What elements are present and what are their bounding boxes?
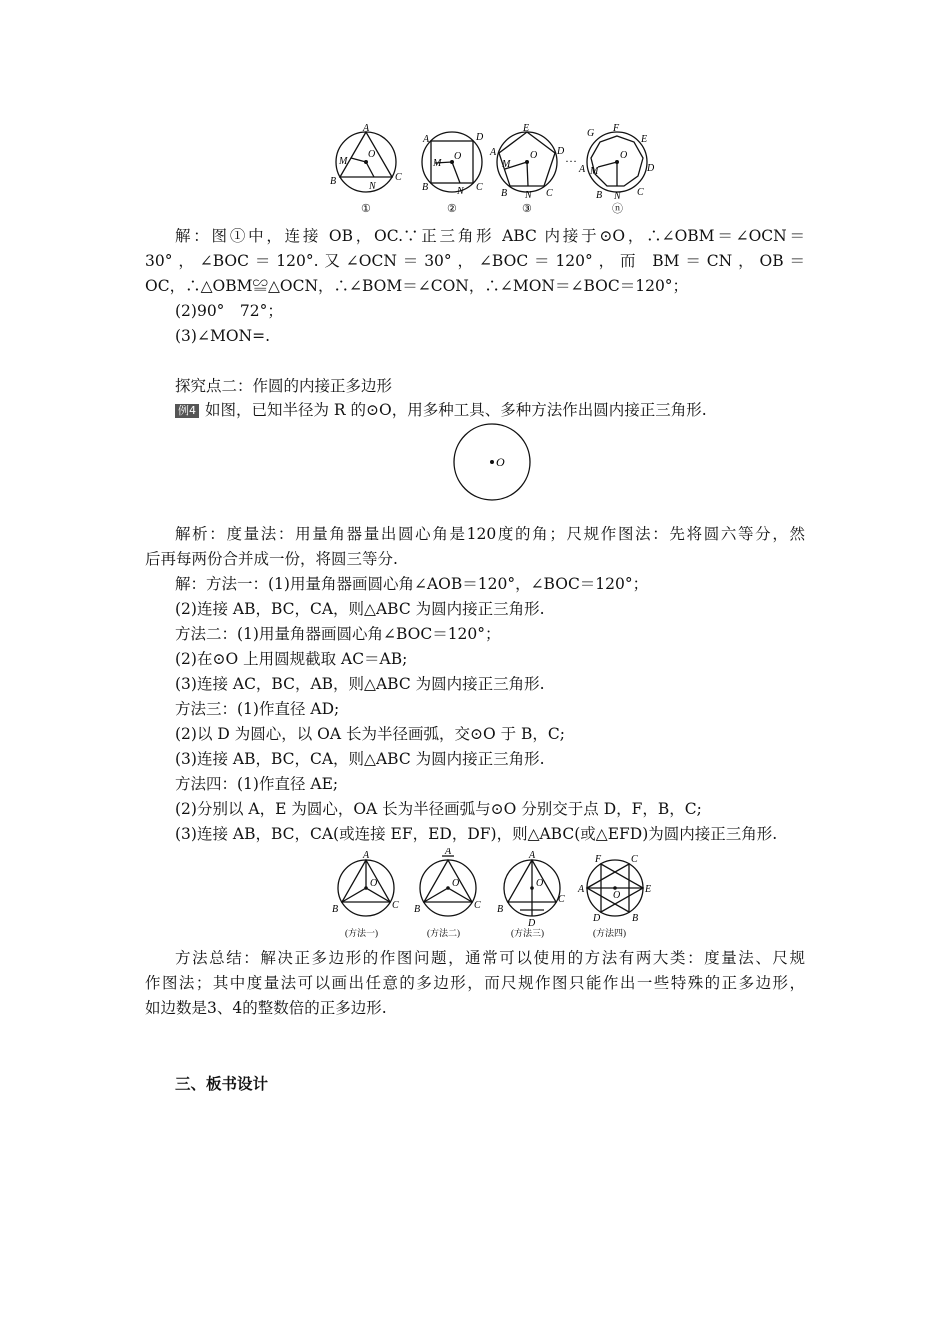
fn-label-A: A bbox=[579, 164, 586, 175]
figure-methods bbox=[325, 848, 665, 940]
m3-label-O: O bbox=[536, 878, 544, 889]
figure-circle-o bbox=[450, 420, 535, 505]
analysis-line-1: 解析：度量法：用量角器量出圆心角是120度的角；尺规作图法：先将圆六等分，然 bbox=[175, 525, 805, 543]
fn-label-C: C bbox=[637, 187, 644, 198]
fn-label-G: G bbox=[587, 128, 595, 139]
summary-line-3: 如边数是3、4的整数倍的正多边形. bbox=[145, 999, 387, 1017]
f2-label-M: M bbox=[433, 158, 442, 169]
f2-label-O: O bbox=[454, 151, 462, 162]
m4-label-C: C bbox=[631, 854, 638, 865]
f1-caption: ① bbox=[361, 203, 371, 215]
section2-title: 探究点二：作圆的内接正多边形 bbox=[175, 377, 393, 395]
example-4 bbox=[175, 398, 707, 422]
example-text: 如图，已知半径为 R 的⊙O，用多种工具、多种方法作出圆内接正三角形. bbox=[205, 401, 707, 419]
solution2-line-9: 方法四：(1)作直径 AE; bbox=[175, 775, 339, 793]
solution1-line-1: 解：图①中，连接 OB，OC.∵正三角形 ABC 内接于⊙O，∴∠OBM＝∠OCN＝ bbox=[175, 227, 805, 245]
m2-label-A: A bbox=[445, 848, 452, 857]
m2-label-B: B bbox=[414, 904, 421, 915]
m3-label-B: B bbox=[497, 904, 504, 915]
fn-label-O: O bbox=[620, 150, 628, 161]
solution1-line-5: (3)∠MON=. bbox=[175, 327, 270, 345]
f3-label-E: E bbox=[523, 123, 530, 134]
section3-title: 三、板书设计 bbox=[175, 1074, 269, 1093]
f2-label-D: D bbox=[476, 132, 484, 143]
f2-label-C: C bbox=[476, 182, 483, 193]
summary-line-2: 作图法；其中度量法可以画出任意的多边形，而尺规作图只能作出一些特殊的正多边形， bbox=[145, 974, 805, 992]
f1-label-O: O bbox=[368, 149, 376, 160]
m3-caption: (方法三) bbox=[511, 928, 544, 938]
solution1-line-4: (2)90° 72°； bbox=[175, 302, 283, 320]
m4-label-D: D bbox=[593, 913, 601, 924]
m4-label-F: F bbox=[595, 854, 602, 865]
solution2-line-11: (3)连接 AB，BC，CA(或连接 EF，ED，DF)，则△ABC(或△EFD)为圆内接正三角形. bbox=[175, 825, 778, 843]
f3-label-D: D bbox=[557, 146, 565, 157]
f3-label-M: M bbox=[502, 159, 511, 170]
m4-caption: (方法四) bbox=[593, 928, 626, 938]
f3-label-B: B bbox=[501, 188, 508, 199]
fn-label-M: M bbox=[590, 166, 599, 177]
f2-label-A: A bbox=[423, 134, 430, 145]
solution2-line-7: (2)以 D 为圆心，以 OA 长为半径画弧，交⊙O 于 B，C; bbox=[175, 725, 566, 743]
m3-label-C: C bbox=[558, 894, 565, 905]
fn-caption: ⓝ bbox=[612, 203, 623, 215]
solution1-line-3: OC，∴△OBM≌△OCN，∴∠BOM＝∠CON，∴∠MON＝∠BOC＝120°； bbox=[145, 277, 689, 295]
figure-inscribed-polygons bbox=[325, 122, 665, 217]
f3-label-N: N bbox=[525, 190, 532, 201]
solution2-line-8: (3)连接 AB，BC，CA，则△ABC 为圆内接正三角形. bbox=[175, 750, 545, 768]
fn-label-F: F bbox=[613, 123, 620, 134]
m3-label-D: D bbox=[528, 918, 536, 929]
m1-label-B: B bbox=[332, 904, 339, 915]
analysis-line-2: 后再每两份合并成一份，将圆三等分. bbox=[145, 550, 398, 568]
m2-label-C: C bbox=[474, 900, 481, 911]
m2-caption: (方法二) bbox=[427, 928, 460, 938]
solution2-line-10: (2)分别以 A，E 为圆心，OA 长为半径画弧与⊙O 分别交于点 D，F，B，C; bbox=[175, 800, 702, 818]
m4-label-E: E bbox=[645, 884, 652, 895]
solution2-line-6: 方法三：(1)作直径 AD; bbox=[175, 700, 340, 718]
f3-caption: ③ bbox=[522, 203, 532, 215]
m4-label-A: A bbox=[578, 884, 585, 895]
solution1-line-2: 30°，∠BOC＝120°.又∠OCN＝30°，∠BOC＝120°，而 BM＝CN，OB＝ bbox=[145, 252, 805, 270]
f1-label-C: C bbox=[395, 172, 402, 183]
solution2-line-4: (2)在⊙O 上用圆规截取 AC＝AB; bbox=[175, 650, 408, 668]
example-badge: 例4 bbox=[175, 404, 199, 418]
f3-label-O: O bbox=[530, 150, 538, 161]
solution2-line-5: (3)连接 AC，BC，AB，则△ABC 为圆内接正三角形. bbox=[175, 675, 545, 693]
fn-label-B: B bbox=[596, 190, 603, 201]
f2-caption: ② bbox=[447, 203, 457, 215]
solution2-line-3: 方法二：(1)用量角器画圆心角∠BOC＝120°； bbox=[175, 625, 501, 643]
m4-label-B: B bbox=[632, 913, 639, 924]
f2-label-B: B bbox=[422, 182, 429, 193]
solution2-line-1: 解：方法一：(1)用量角器画圆心角∠AOB＝120°，∠BOC＝120°； bbox=[175, 575, 649, 593]
f1-label-N: N bbox=[369, 181, 376, 192]
solution2-line-2: (2)连接 AB，BC，CA，则△ABC 为圆内接正三角形. bbox=[175, 600, 545, 618]
f1-label-M: M bbox=[339, 156, 348, 167]
f3-label-C: C bbox=[546, 188, 553, 199]
m1-label-O: O bbox=[370, 878, 378, 889]
fn-label-E: E bbox=[641, 134, 648, 145]
f3-label-A: A bbox=[490, 147, 497, 158]
m1-label-A: A bbox=[363, 850, 370, 861]
m2-label-O: O bbox=[452, 878, 460, 889]
f2-label-N: N bbox=[457, 186, 464, 197]
fn-label-D: D bbox=[647, 163, 655, 174]
m3-label-A: A bbox=[529, 850, 536, 861]
m1-label-C: C bbox=[392, 900, 399, 911]
m1-caption: (方法一) bbox=[345, 928, 378, 938]
figure-ellipsis: … bbox=[565, 151, 577, 165]
f1-label-A: A bbox=[363, 123, 370, 134]
summary-line-1: 方法总结：解决正多边形的作图问题，通常可以使用的方法有两大类：度量法、尺规 bbox=[175, 949, 805, 967]
f1-label-B: B bbox=[330, 176, 337, 187]
circle-label-o: O bbox=[496, 455, 505, 469]
m4-label-O: O bbox=[613, 890, 621, 901]
fn-label-N: N bbox=[614, 191, 621, 202]
